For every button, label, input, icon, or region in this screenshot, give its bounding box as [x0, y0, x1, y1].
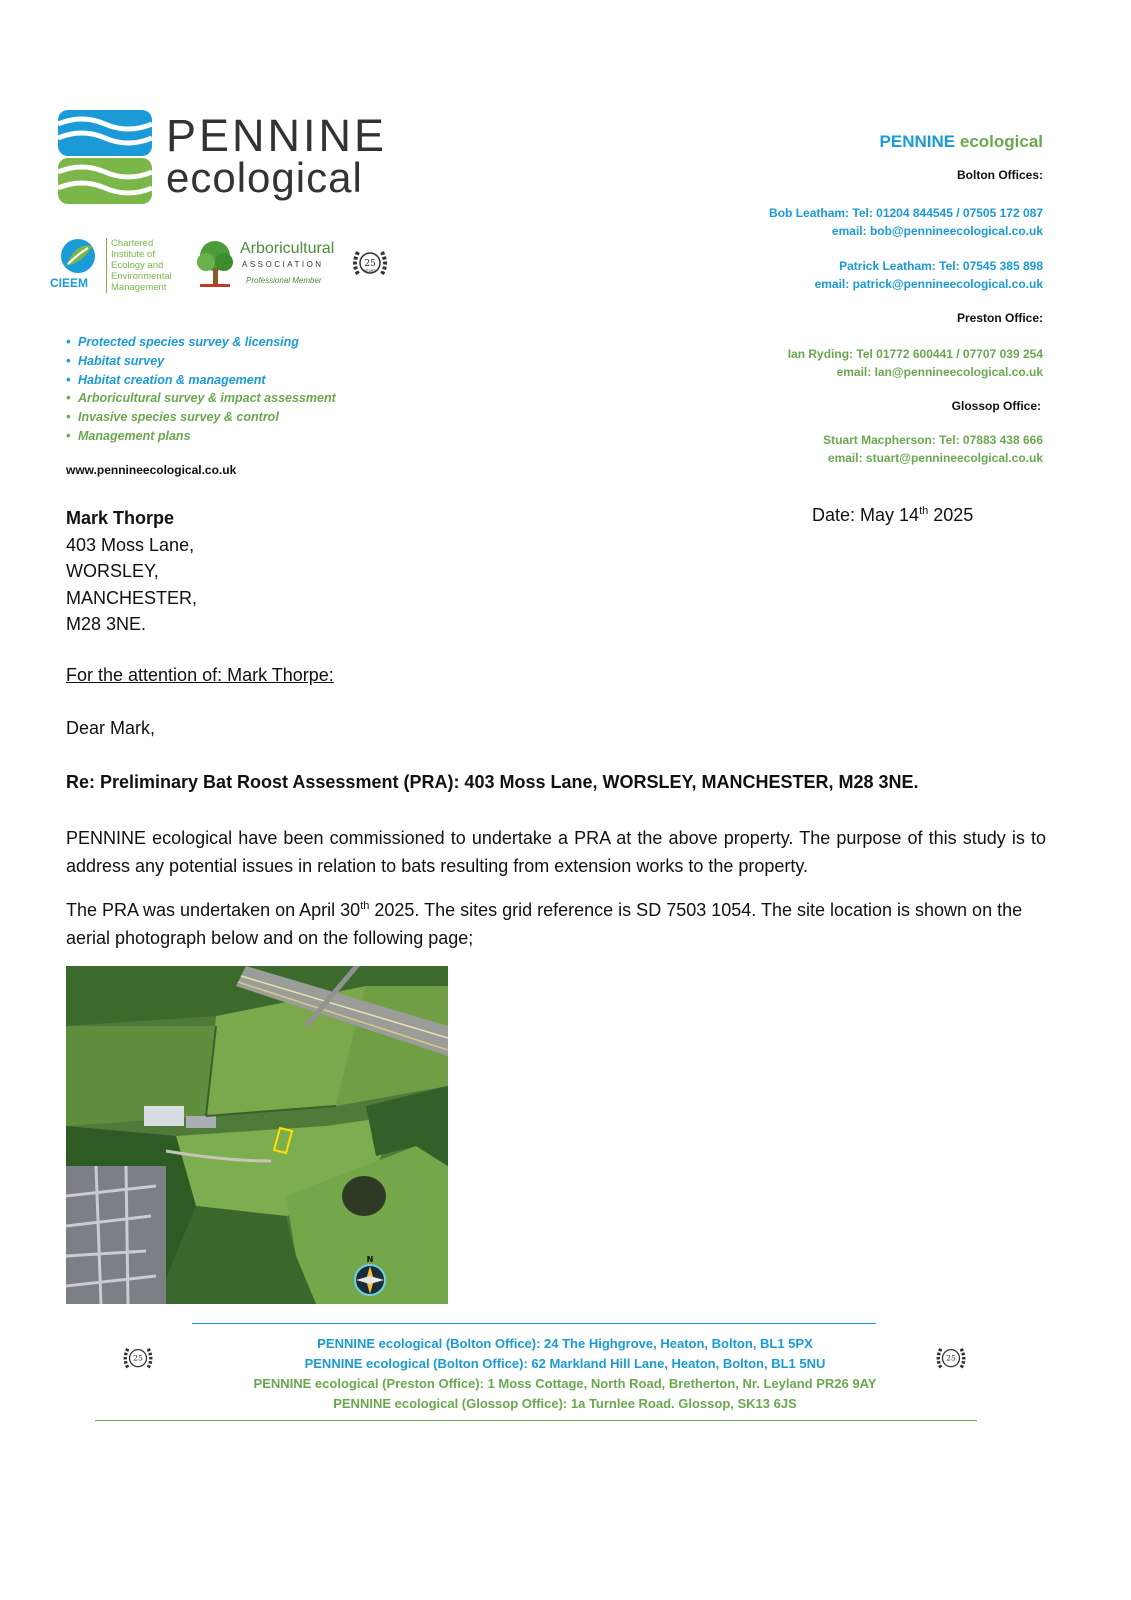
patrick-email[interactable]: email: patrick@pennineecological.co.uk [814, 277, 1043, 291]
service-item: • Arboricultural survey & impact assessment [66, 389, 336, 408]
website-link[interactable]: www.pennineecological.co.uk [66, 463, 237, 477]
contact-block [643, 132, 1043, 467]
patrick-phone: Patrick Leatham: Tel: 07545 385 898 [839, 259, 1043, 273]
addressee-block [66, 505, 197, 638]
paragraph-2: The PRA was undertaken on April 30th 2025. The sites grid reference is SD 7503 1054. The site location is shown on the aerial photograph below and on the following page; [66, 900, 1023, 948]
svg-text:N: N [366, 1255, 374, 1264]
service-item: • Invasive species survey & control [66, 408, 336, 427]
logo-word-pennine: PENNINE [166, 110, 388, 161]
address-line: MANCHESTER, [66, 587, 198, 608]
service-item: • Management plans [66, 427, 336, 446]
letter-date: Date: May 14th 2025 [812, 505, 974, 525]
cieem-acronym: CIEEM [50, 276, 89, 290]
logo-word-ecological: ecological [166, 154, 363, 201]
attention-line: For the attention of: Mark Thorpe: [66, 665, 334, 685]
subject-line: Re: Preliminary Bat Roost Assessment (PRA): 403 Moss Lane, WORSLEY, MANCHESTER, M28 3NE. [66, 772, 919, 792]
stuart-phone: Stuart Macpherson: Tel: 07883 438 666 [823, 433, 1043, 447]
stuart-email[interactable]: email: stuart@pennineecolgical.co.uk [827, 451, 1043, 465]
service-item: • Habitat survey [66, 352, 336, 371]
address-line: WORSLEY, [66, 561, 159, 581]
addressee-name: Mark Thorpe [66, 508, 175, 528]
address-line: M28 3NE. [66, 614, 147, 634]
service-item: • Protected species survey & licensing [66, 333, 336, 352]
arb-title: Arboricultural [240, 240, 335, 257]
footer-divider-top [192, 1323, 876, 1324]
svg-text:YEARS: YEARS [364, 269, 376, 273]
paragraph-1: PENNINE ecological have been commissioned to undertake a PRA at the above property. The purpose of this study is to address any potential issues in relation to bats resulting from extension works to the property. [66, 828, 1046, 876]
bob-email[interactable]: email: bob@pennineecological.co.uk [831, 224, 1043, 238]
address-line: 403 Moss Lane, [66, 534, 195, 555]
25-years-badge-icon [934, 1342, 968, 1376]
svg-text:25: 25 [364, 259, 376, 269]
pennine-logo [58, 110, 403, 210]
arb-member: Professional Member [246, 276, 322, 285]
footer-line: PENNINE ecological (Preston Office): 1 Moss Cottage, North Road, Bretherton, Nr. Leyland PR26 9AY [253, 1376, 877, 1391]
footer-line: PENNINE ecological (Glossop Office): 1a Turnlee Road. Glossop, SK13 6JS [333, 1396, 797, 1411]
arb-subtitle: ASSOCIATION [242, 260, 324, 269]
bob-phone: Bob Leatham: Tel: 01204 844545 / 07505 172 087 [769, 206, 1043, 220]
svg-text:25: 25 [133, 1353, 143, 1363]
cieem-leaf-icon [56, 236, 100, 276]
25-years-badge-icon [121, 1342, 155, 1376]
bolton-heading: Bolton Offices: [957, 168, 1043, 182]
services-list [66, 333, 336, 446]
aerial-photograph [66, 966, 448, 1304]
ian-email[interactable]: email: Ian@pennineecological.co.uk [836, 365, 1043, 379]
contact-brand: PENNINE ecological [879, 132, 1043, 151]
tree-icon [194, 238, 236, 292]
ian-phone: Ian Ryding: Tel 01772 600441 / 07707 039 254 [787, 347, 1043, 361]
footer-addresses [150, 1334, 980, 1414]
preston-heading: Preston Office: [956, 311, 1043, 325]
25-years-badge-icon [350, 244, 390, 284]
accreditation-logos [50, 236, 400, 296]
footer-divider-bottom [95, 1420, 977, 1421]
glossop-heading: Glossop Office: [951, 399, 1041, 413]
greeting: Dear Mark, [66, 718, 156, 738]
cieem-name: Chartered Institute of Ecology and Environmental Management [106, 238, 172, 293]
footer-line: PENNINE ecological (Bolton Office): 62 Markland Hill Lane, Heaton, Bolton, BL1 5NU [304, 1356, 826, 1371]
footer-line: PENNINE ecological (Bolton Office): 24 The Highgrove, Heaton, Bolton, BL1 5PX [317, 1336, 813, 1351]
svg-text:25: 25 [946, 1353, 956, 1363]
waves-logo-icon [58, 110, 156, 206]
service-item: • Habitat creation & management [66, 371, 336, 390]
